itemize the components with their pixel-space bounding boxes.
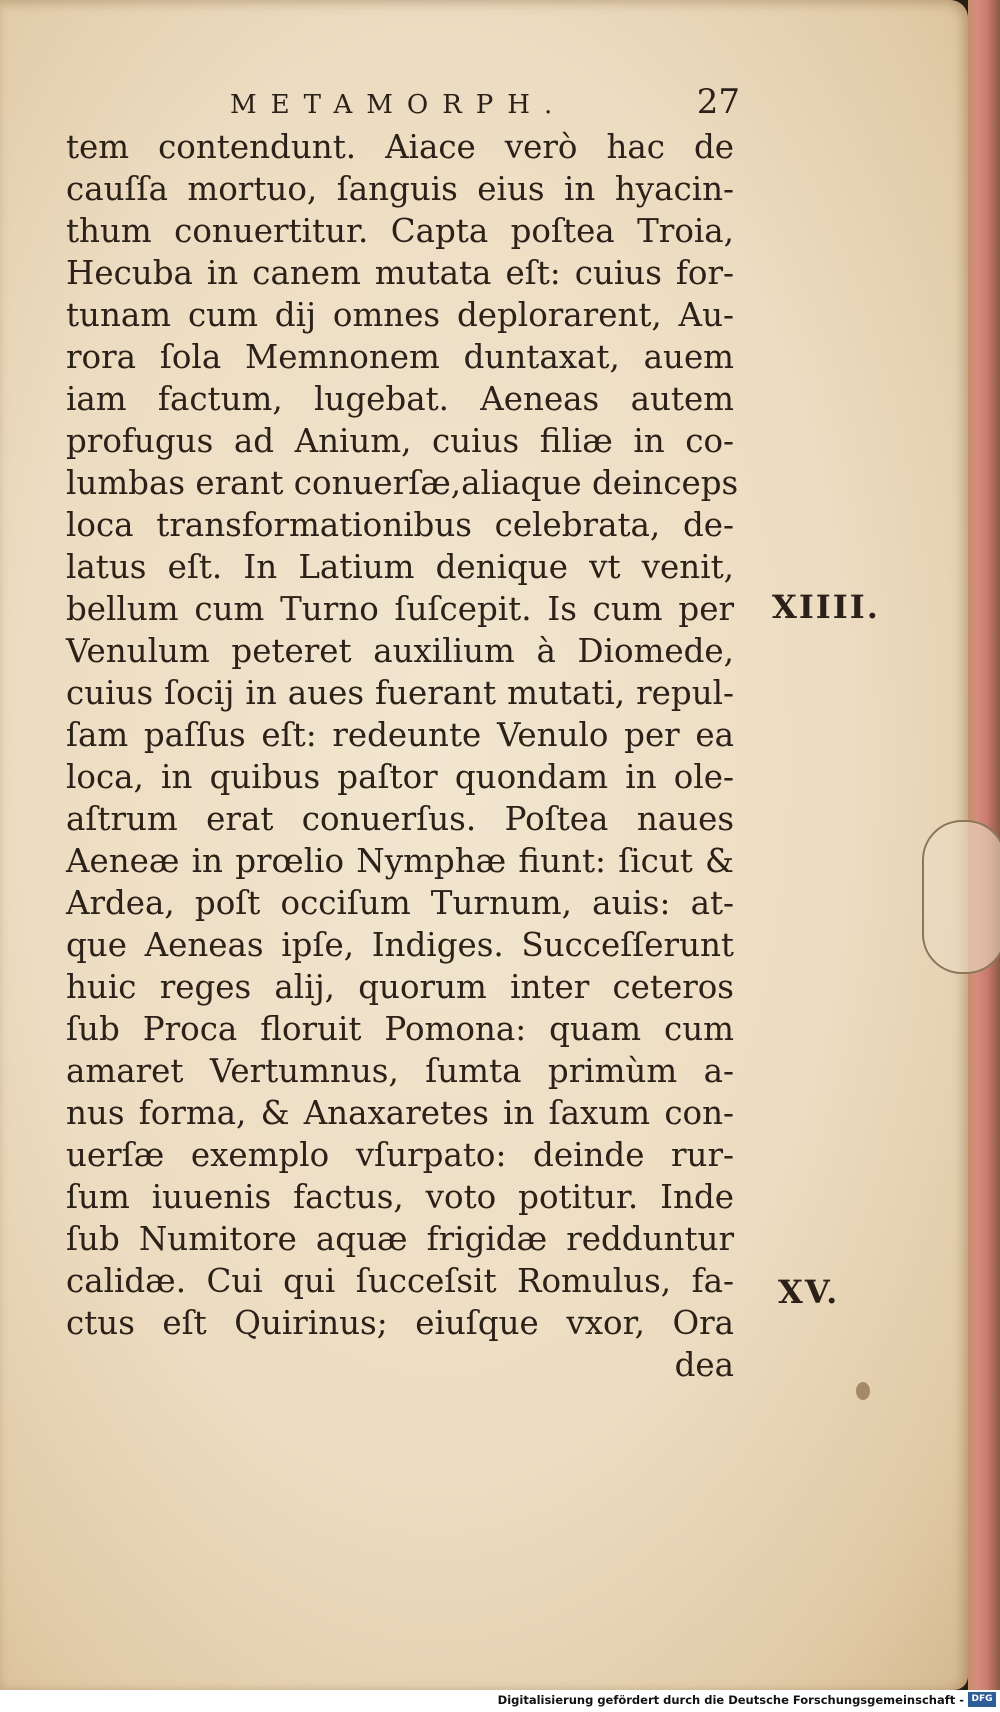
text-line: tunam cum dij omnes deplorarent, Au- <box>66 296 734 334</box>
page-clasp-mark <box>922 820 1000 974</box>
text-line: aſtrum erat conuerſus. Poſtea naues <box>66 800 734 838</box>
text-line: ſub Proca floruit Pomona: quam cum <box>66 1010 734 1048</box>
running-head: METAMORPH. <box>230 90 567 120</box>
text-line: profugus ad Anium, cuius filiæ in co- <box>66 422 734 460</box>
catchword: dea <box>674 1346 734 1384</box>
text-line: Venulum peteret auxilium à Diomede, <box>66 632 734 670</box>
text-line: ſum iuuenis factus, voto potitur. Inde <box>66 1178 734 1216</box>
text-line: Aeneæ in prœlio Nymphæ fiunt: ſicut & <box>66 842 734 880</box>
text-line: iam factum, lugebat. Aeneas autem <box>66 380 734 418</box>
page-header <box>230 82 740 132</box>
text-line: latus eſt. In Latium denique vt venit, <box>66 548 734 586</box>
text-line: que Aeneas ipſe, Indiges. Succeſſerunt <box>66 926 734 964</box>
marginal-book-number-xiiii: XIIII. <box>772 588 880 626</box>
text-line: loca, in quibus paſtor quondam in ole- <box>66 758 734 796</box>
text-line: calidæ. Cui qui ſucceſsit Romulus, fa- <box>66 1262 734 1300</box>
text-line: thum conuertitur. Capta poſtea Troia, <box>66 212 734 250</box>
text-line: amaret Vertumnus, ſumta primùm a- <box>66 1052 734 1090</box>
text-line: tem contendunt. Aiace verò hac de <box>66 128 734 166</box>
text-line: rora ſola Memnonem duntaxat, auem <box>66 338 734 376</box>
text-line: ſam paſſus eſt: redeunte Venulo per ea <box>66 716 734 754</box>
text-line: nus forma, & Anaxaretes in ſaxum con- <box>66 1094 734 1132</box>
text-line: huic reges alij, quorum inter ceteros <box>66 968 734 1006</box>
text-line: cuius ſocij in aues fuerant mutati, repul- <box>66 674 734 712</box>
funding-credit: Digitalisierung gefördert durch die Deutsche Forschungsgemeinschaft - <box>497 1693 964 1707</box>
text-line: ctus eſt Quirinus; eiuſque vxor, Ora <box>66 1304 734 1342</box>
text-line: uerſæ exemplo vſurpato: deinde rur- <box>66 1136 734 1174</box>
text-line: lumbas erant conuerſæ,aliaque deinceps <box>66 464 739 502</box>
page-number: 27 <box>696 82 740 122</box>
text-line: cauſſa mortuo, ſanguis eius in hyacin- <box>66 170 734 208</box>
text-line: ſub Numitore aquæ frigidæ redduntur <box>66 1220 734 1258</box>
marginal-book-number-xv: XV. <box>778 1273 840 1311</box>
ink-spot <box>856 1382 870 1400</box>
text-line: Hecuba in canem mutata eſt: cuius for- <box>66 254 734 292</box>
text-line: Ardea, poſt occiſum Turnum, auis: at- <box>66 884 734 922</box>
text-line: bellum cum Turno ſuſcepit. Is cum per <box>66 590 734 628</box>
dfg-logo-icon: DFG <box>968 1692 996 1707</box>
text-line: loca transformationibus celebrata, de- <box>66 506 734 544</box>
body-text <box>66 126 739 1386</box>
